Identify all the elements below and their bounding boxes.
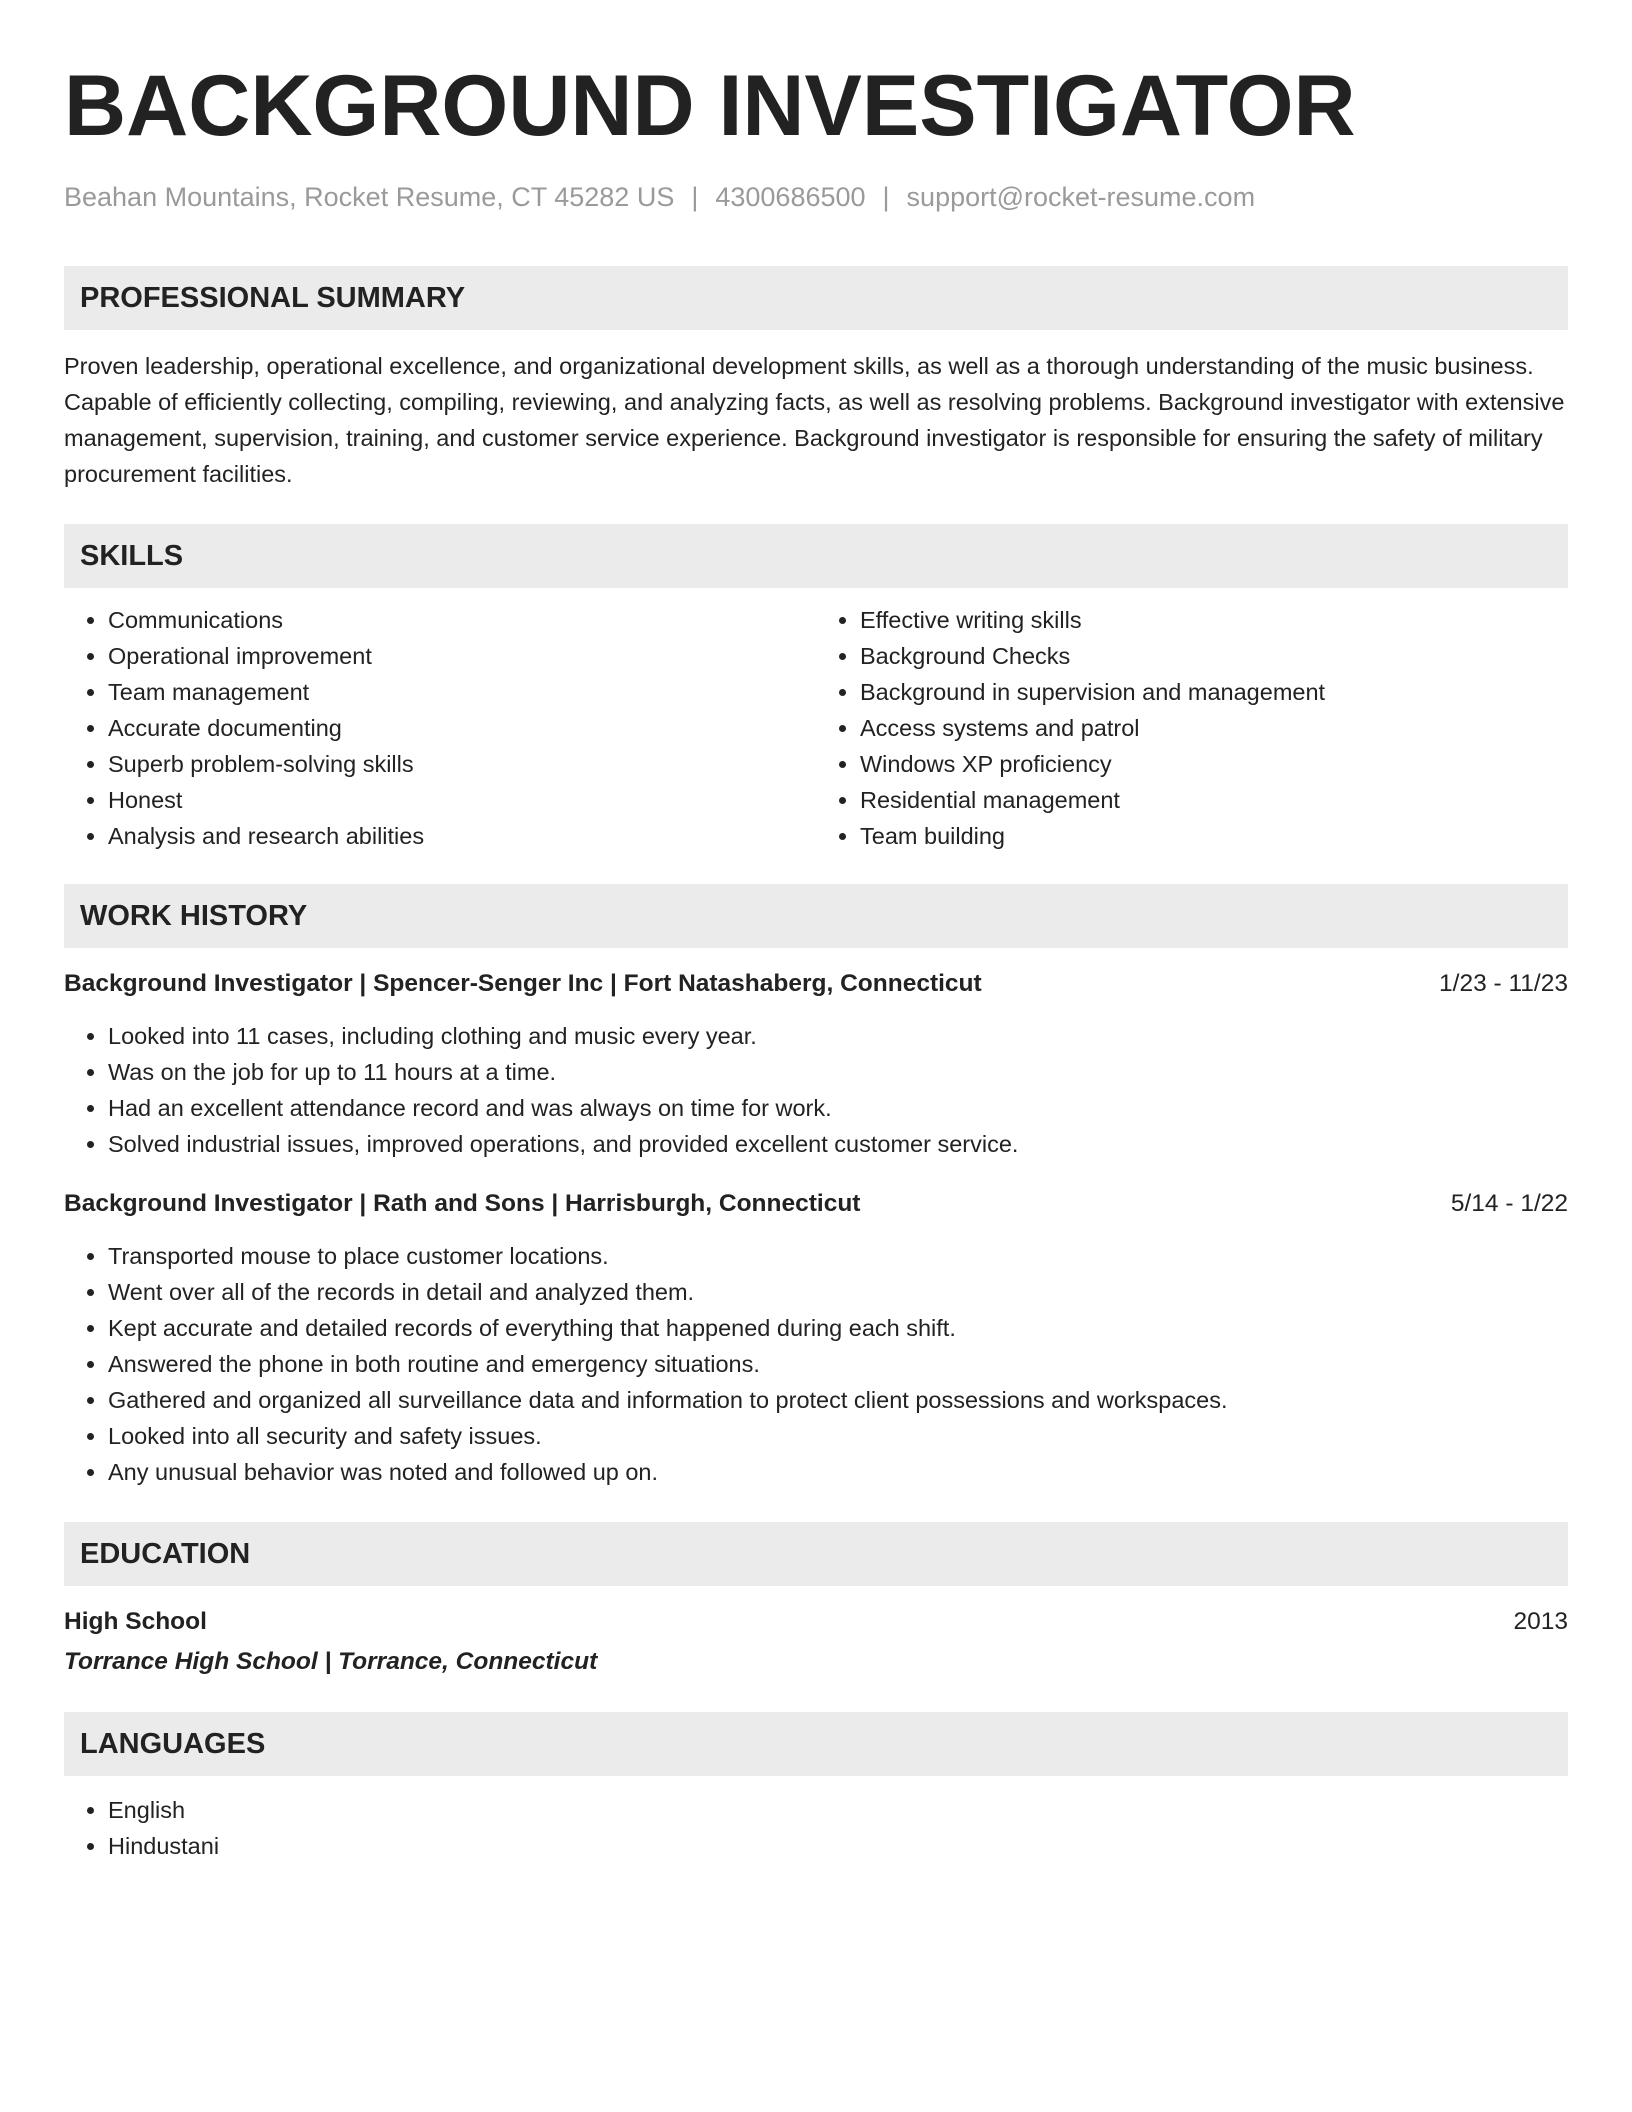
skill-item: • Superb problem-solving skills <box>108 746 816 782</box>
skills-list-left <box>64 602 816 854</box>
contact-separator: | <box>882 182 890 212</box>
section-heading-work-history: WORK HISTORY <box>64 884 1568 948</box>
resume-name: BACKGROUND INVESTIGATOR <box>64 58 1356 154</box>
education-year: 2013 <box>1513 1608 1568 1635</box>
section-heading-summary: PROFESSIONAL SUMMARY <box>64 266 1568 330</box>
skill-item: • Residential management <box>860 782 1568 818</box>
job-bullet: • Looked into all security and safety issues. <box>108 1418 1568 1454</box>
languages-list <box>64 1792 1568 1864</box>
job-bullet: • Looked into 11 cases, including clothing and music every year. <box>108 1018 1568 1054</box>
contact-address: Beahan Mountains, Rocket Resume, CT 45282 US <box>64 182 675 212</box>
section-heading-languages: LANGUAGES <box>64 1712 1568 1776</box>
contact-line <box>64 180 1568 214</box>
skill-item: • Access systems and patrol <box>860 710 1568 746</box>
section-heading-skills: SKILLS <box>64 524 1568 588</box>
skill-item: • Team building <box>860 818 1568 854</box>
skills-columns <box>64 602 1568 854</box>
job-bullet: • Any unusual behavior was noted and followed up on. <box>108 1454 1568 1490</box>
section-heading-education: EDUCATION <box>64 1522 1568 1586</box>
job-dates: 5/14 - 1/22 <box>1450 1190 1568 1217</box>
job-header <box>64 1186 1568 1222</box>
skill-item: • Communications <box>108 602 816 638</box>
contact-email: support@rocket-resume.com <box>906 182 1256 212</box>
education-school: Torrance High School | Torrance, Connecticut <box>64 1648 598 1675</box>
skill-item: • Team management <box>108 674 816 710</box>
skills-list-right <box>816 602 1568 854</box>
education-header <box>64 1604 1568 1640</box>
job-bullets <box>64 1018 1568 1162</box>
skill-item: • Effective writing skills <box>860 602 1568 638</box>
summary-text: Proven leadership, operational excellence, and organizational development skills, as well as a thorough understanding of the music business. Capable of efficiently collecting, compiling, reviewing, and analyzing facts, as well as resolving problems. Background investigator with extensive management, supervision, training, and customer service experience. Background investigator is responsible for ensuring the safety of military procurement facilities. <box>64 353 1565 487</box>
job-bullet: • Had an excellent attendance record and was always on time for work. <box>108 1090 1568 1126</box>
skill-item: • Analysis and research abilities <box>108 818 816 854</box>
job-bullet: • Gathered and organized all surveillance data and information to protect client possessions and workspaces. <box>108 1382 1568 1418</box>
job-bullet: • Was on the job for up to 11 hours at a time. <box>108 1054 1568 1090</box>
skill-item: • Accurate documenting <box>108 710 816 746</box>
education-degree: High School <box>64 1608 207 1635</box>
job-bullet: • Solved industrial issues, improved operations, and provided excellent customer service. <box>108 1126 1568 1162</box>
contact-phone: 4300686500 <box>715 182 866 212</box>
language-item: • English <box>108 1792 1568 1828</box>
job-bullets <box>64 1238 1568 1490</box>
skill-item: • Honest <box>108 782 816 818</box>
language-item: • Hindustani <box>108 1828 1568 1864</box>
contact-separator: | <box>691 182 699 212</box>
job-title: Background Investigator | Rath and Sons | Harrisburgh, Connecticut <box>64 1190 861 1217</box>
job-bullet: • Kept accurate and detailed records of everything that happened during each shift. <box>108 1310 1568 1346</box>
job-bullet: • Transported mouse to place customer locations. <box>108 1238 1568 1274</box>
job-title: Background Investigator | Spencer-Senger Inc | Fort Natashaberg, Connecticut <box>64 970 982 997</box>
skill-item: • Background Checks <box>860 638 1568 674</box>
skill-item: • Background in supervision and management <box>860 674 1568 710</box>
job-bullet: • Answered the phone in both routine and emergency situations. <box>108 1346 1568 1382</box>
job-bullet: • Went over all of the records in detail and analyzed them. <box>108 1274 1568 1310</box>
job-dates: 1/23 - 11/23 <box>1439 970 1568 997</box>
skill-item: • Operational improvement <box>108 638 816 674</box>
job-header <box>64 966 1568 1002</box>
skill-item: • Windows XP proficiency <box>860 746 1568 782</box>
